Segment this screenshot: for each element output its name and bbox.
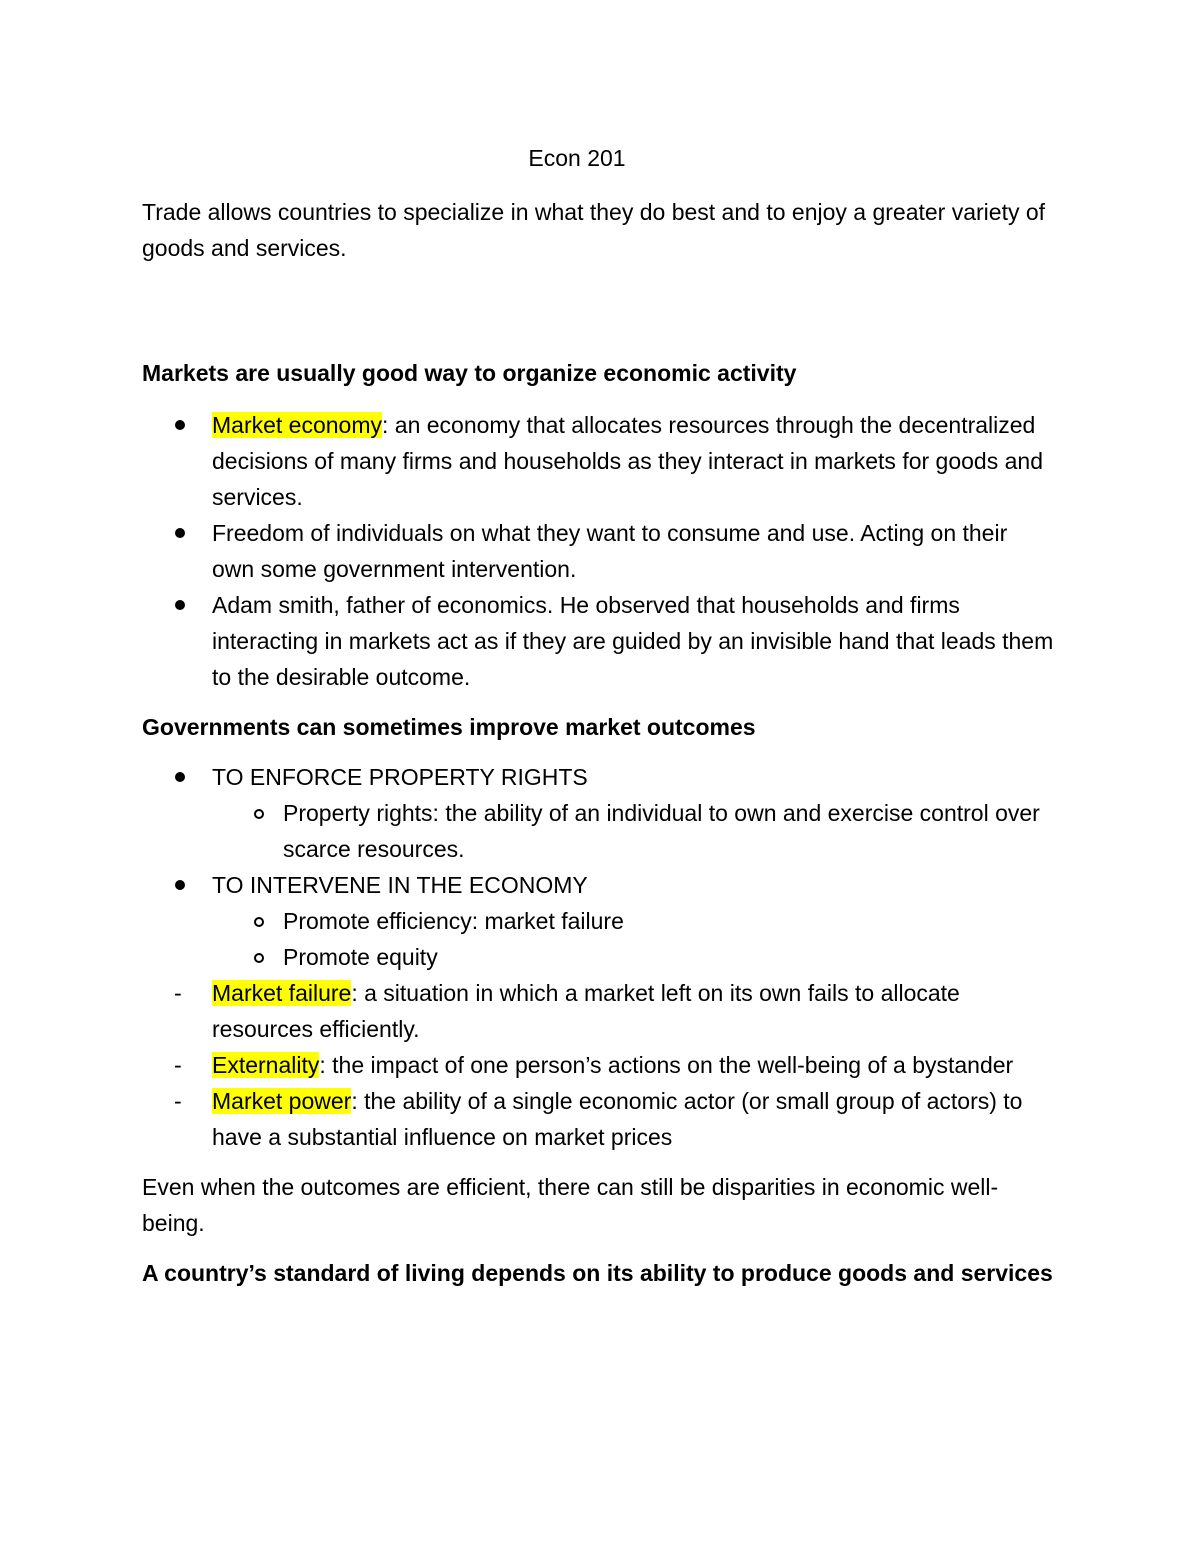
intro-paragraph: Trade allows countries to specialize in what they do best and to enjoy a greater variety of goods and services. xyxy=(142,199,1046,261)
sub-list xyxy=(142,903,1054,975)
sub-list-item xyxy=(142,903,1054,939)
list-item-text: TO ENFORCE PROPERTY RIGHTS xyxy=(212,764,588,790)
definition-text: : a situation in which a market left on its own fails to allocate resources efficiently. xyxy=(212,980,960,1042)
highlighted-term: Externality xyxy=(212,1052,320,1078)
highlighted-term: Market power xyxy=(212,1088,352,1114)
document-body xyxy=(142,140,1054,1307)
highlighted-term: Market failure xyxy=(212,980,352,1006)
sub-list-item-text: Promote equity xyxy=(283,944,438,970)
list-item xyxy=(142,867,1054,975)
list-item xyxy=(142,515,1054,587)
markets-bullet-list xyxy=(142,407,1054,695)
list-item-text: Freedom of individuals on what they want to consume and use. Acting on their own some government intervention. xyxy=(212,520,1008,582)
list-item: - Market failure: a situation in which a market left on its own fails to allocate resources efficiently. xyxy=(174,980,960,1042)
definition-text: : the impact of one person’s actions on the well-being of a bystander xyxy=(319,1052,1014,1078)
sub-list-item-text: Promote efficiency: market failure xyxy=(283,908,624,934)
list-item xyxy=(142,407,1054,515)
definition-text: : an economy that allocates resources through the decentralized decisions of many firms and households as they interact in markets for goods and services. xyxy=(212,412,1043,510)
sub-list xyxy=(142,795,1054,867)
list-item-text: TO INTERVENE IN THE ECONOMY xyxy=(212,872,588,898)
highlighted-term: Market economy xyxy=(212,412,383,438)
sub-list-item-text: Property rights: the ability of an individual to own and exercise control over scarce resources. xyxy=(283,800,1040,862)
list-item xyxy=(142,759,1054,867)
sub-list-item xyxy=(142,939,1054,975)
definition-text: : the ability of a single economic actor (or small group of actors) to have a substantial influence on market prices xyxy=(212,1088,1023,1150)
section-heading-markets: Markets are usually good way to organize economic activity xyxy=(142,360,797,386)
governments-bullet-list xyxy=(142,759,1054,1155)
disparities-paragraph: Even when the outcomes are efficient, there can still be disparities in economic well-being. xyxy=(142,1174,999,1236)
list-item: - Market power: the ability of a single economic actor (or small group of actors) to have a substantial influence on market prices xyxy=(174,1088,1023,1150)
section-heading-governments: Governments can sometimes improve market outcomes xyxy=(142,714,756,740)
sub-list-item xyxy=(142,795,1054,867)
list-item xyxy=(142,587,1054,695)
list-item: - Externality: the impact of one person’s actions on the well-being of a bystander xyxy=(174,1052,1014,1078)
section-heading-standard-of-living: A country’s standard of living depends on its ability to produce goods and services xyxy=(142,1260,1053,1286)
list-item-text: Adam smith, father of economics. He observed that households and firms interacting in markets act as if they are guided by an invisible hand that leads them to the desirable outcome. xyxy=(212,592,1054,690)
document-title: Econ 201 xyxy=(528,145,626,171)
